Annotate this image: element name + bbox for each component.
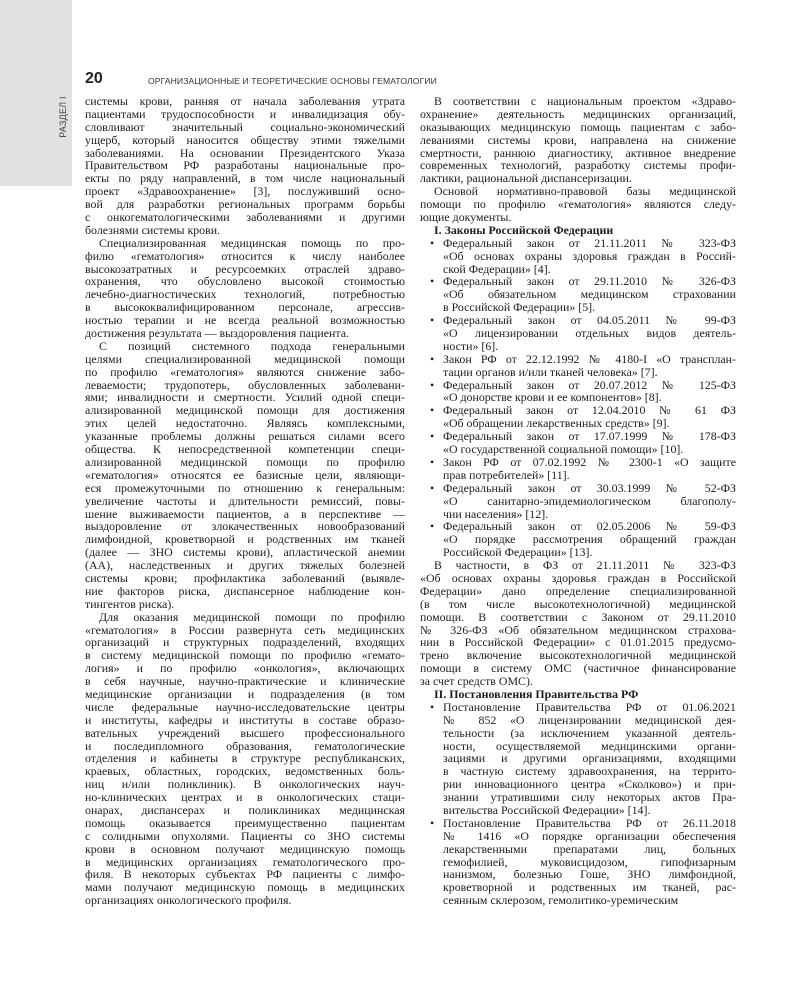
text-line: Федеральный закон от 04.05.2011 № 99-ФЗ <box>443 313 736 328</box>
text-line: тингентов риска). <box>85 596 175 611</box>
bullet-icon: • <box>430 429 435 444</box>
list-item <box>420 237 736 276</box>
text-line: ализированной медицинской помощи по профилю <box>85 454 405 469</box>
text-line: «Об основах охраны здоровья граждан в Российской <box>420 570 736 585</box>
text-line: и институты, кафедры и институты в составе образо- <box>85 712 405 727</box>
text-line: вой для разработки региональных программ борьбы <box>85 197 405 212</box>
text-line: «О государственной социальной помощи» [10]. <box>443 442 684 457</box>
text-line: лечебно-диагностических технологий, потребностью <box>85 287 405 302</box>
text-line: выздоровление от злокачественных новообразований <box>85 519 405 534</box>
text-line: С позиций системного подхода генеральными <box>99 338 405 353</box>
text-line: оказывающих медицинскую помощь пациентам с забо- <box>420 119 736 134</box>
text-line: проект «Здравоохранение» [3], послуживший осно- <box>85 184 405 199</box>
section-heading <box>420 688 736 701</box>
running-title: ОРГАНИЗАЦИОННЫЕ И ТЕОРЕТИЧЕСКИЕ ОСНОВЫ ГЕМАТОЛОГИИ <box>148 76 437 86</box>
text-line: леваемости; трудопотерь, обусловленных заболевани- <box>85 377 405 392</box>
text-line: ализированной медицинской помощи для достижения <box>85 403 405 418</box>
text-line: Закон РФ от 07.02.1992 № 2300-1 «О защите <box>443 454 736 469</box>
text-line: Постановление Правительства РФ от 01.06.2021 <box>443 699 736 714</box>
text-line: «гематология» относятся ее базисные цели, являющи- <box>85 467 405 482</box>
text-line: лимфоидной, кроветворной и родственных им тканей <box>85 532 405 547</box>
text-line: помощи. В соответствии с Законом от 29.11.2010 <box>420 609 736 624</box>
text-line: ние факторов риска, диспансерное наблюдение кон- <box>85 583 405 598</box>
text-line: (в том числе высокотехнологичной) медицинской <box>420 596 736 611</box>
text-line: трено включение высокотехнологичной медицинской <box>420 648 736 663</box>
paragraph <box>420 185 736 224</box>
text-line: прав потребителей» [11]. <box>443 467 570 482</box>
text-line: Закон РФ от 22.12.1992 № 4180-I «О трансплан- <box>443 351 736 366</box>
text-line: логия» и по профилю «онкология», включающих <box>85 661 405 676</box>
bullet-icon: • <box>430 313 435 328</box>
text-line: этих целей недостаточно. Являясь комплексными, <box>85 416 405 431</box>
text-line: № 852 «О лицензировании медицинской дея- <box>443 712 736 727</box>
text-line: знании утратившими силу некоторых актов Пра- <box>443 790 736 805</box>
text-line: с онкогематологическими заболеваниями и другими <box>85 210 405 225</box>
list-item <box>420 430 736 456</box>
text-line: системы крови, ранняя от начала заболевания утрата <box>85 94 405 108</box>
text-line: числе федеральные научно-исследовательские центры <box>85 699 405 714</box>
text-line: медицинские организации и подразделения (в том <box>85 686 405 701</box>
text-line: мами получают медицинскую помощь в медицинских <box>85 880 405 895</box>
text-line: шение выживаемости пациентов, а в перспективе — <box>85 506 405 521</box>
bullet-icon: • <box>430 274 435 289</box>
bullet-icon: • <box>430 699 435 714</box>
text-line: «О донорстве крови и ее компонентов» [8]. <box>443 390 662 405</box>
text-line: пациентами трудоспособности и инвалидизация обу- <box>85 106 405 121</box>
list-item <box>420 520 736 559</box>
list-item <box>420 404 736 430</box>
text-line: (далее — ЗНО системы крови), апластической анемии <box>85 545 405 560</box>
text-line: целями специализированной медицинской помощи <box>85 351 405 366</box>
paragraph <box>420 559 736 688</box>
bullet-icon: • <box>430 351 435 366</box>
text-line: Специализированная медицинская помощь по про- <box>99 235 405 250</box>
text-line: увеличение частоты и длительности ремиссий, повы- <box>85 493 405 508</box>
text-line: словливают значительный социально-экономический <box>85 119 405 134</box>
text-line: Федеральный закон от 20.07.2012 № 125-ФЗ <box>443 377 736 392</box>
text-line: ющие документы. <box>420 210 512 225</box>
text-line: «О санитарно-эпидемиологическом благополу- <box>443 493 736 508</box>
text-line: Правительством РФ разработаны национальные про- <box>85 158 405 173</box>
right-column <box>420 95 736 907</box>
text-line: смертности, раннюю диагностику, активное внедрение <box>420 145 736 160</box>
text-line: помощи по профилю «гематология» являются следу- <box>420 197 736 212</box>
text-line: I. Законы Российской Федерации <box>434 222 614 237</box>
text-line: ности, осуществляемой медицинскими органи- <box>443 738 736 753</box>
bullet-icon: • <box>430 377 435 392</box>
list-item <box>420 379 736 405</box>
text-line: Федеральный закон от 21.11.2011 № 323-ФЗ <box>443 235 736 250</box>
text-line: Российской Федерации» [13]. <box>443 545 593 560</box>
text-line: Федеральный закон от 12.04.2010 № 61 ФЗ <box>443 403 736 418</box>
text-line: ями; инвалидности и смертности. Усилий одной специ- <box>85 390 405 405</box>
text-line: «Об обращении лекарственных средств» [9]. <box>443 416 670 431</box>
text-line: помощи в систему ОМС (частичное финансирование <box>420 661 736 676</box>
text-line: кроветворной и родственных им тканей, рас- <box>443 880 736 895</box>
text-line: «Об основах охраны здоровья граждан в Россий- <box>443 248 736 263</box>
text-line: охранения, что обусловлено высокой стоимостью <box>85 274 405 289</box>
text-line: онарах, диспансерах и поликлиниках медицинская <box>85 802 405 817</box>
text-line: нии в Российской Федерации» с 01.01.2015 предусмо- <box>420 635 736 650</box>
text-line: Федерации» дано определение специализированной <box>420 583 736 598</box>
text-line: леваниями системы крови, направлена на снижение <box>420 132 736 147</box>
text-line: системы крови; профилактика заболеваний (выявле- <box>85 570 405 585</box>
bullet-icon: • <box>430 235 435 250</box>
text-line: еся промежуточными по отношению к генеральным: <box>85 480 405 495</box>
text-line: Федеральный закон от 02.05.2006 № 59-ФЗ <box>443 519 736 534</box>
text-line: в систему медицинской помощи по профилю «гемато- <box>85 648 405 663</box>
text-line: по профилю «гематология» являются снижение забо- <box>85 364 405 379</box>
text-line: высокозатратных и ресурсоемких отраслей здраво- <box>85 261 405 276</box>
section-tab <box>0 0 72 186</box>
list-item <box>420 314 736 353</box>
bullet-icon: • <box>430 454 435 469</box>
list-item <box>420 482 736 521</box>
paragraph <box>85 611 405 907</box>
text-line: организаций и структурных подразделений, входящих <box>85 635 405 650</box>
text-line: с солидными опухолями. Пациенты со ЗНО системы <box>85 828 405 843</box>
list-item <box>420 275 736 314</box>
text-line: заболеваниями. На основании Президентского Указа <box>85 145 405 160</box>
text-line: в себя научные, научно-практические и клинические <box>85 674 405 689</box>
text-line: краевых, областных, городских, ведомственных боль- <box>85 764 405 779</box>
paragraph <box>85 95 405 237</box>
text-line: В соответствии с национальным проектом «Здраво- <box>434 94 736 108</box>
text-line: № 1416 «О порядке организации обеспечения <box>443 828 736 843</box>
list-item <box>420 701 736 817</box>
text-line: общества. К непосредственной компетенции специ- <box>85 442 405 457</box>
text-line: В частности, в ФЗ от 21.11.2011 № 323-ФЗ <box>434 558 736 573</box>
list-item <box>420 817 736 907</box>
text-line: отделения и кабинеты в структуре республиканских, <box>85 751 405 766</box>
paragraph <box>85 237 405 340</box>
paragraph <box>85 340 405 611</box>
text-line: «гематология» в России развернута сеть медицинских <box>85 622 405 637</box>
page-number: 20 <box>85 70 103 87</box>
text-line: Постановление Правительства РФ от 26.11.2018 <box>443 815 736 830</box>
text-line: екты по ряду направлений, в том числе национальный <box>85 171 405 186</box>
text-line: в частную систему здравоохранения, на террито- <box>443 764 736 779</box>
text-line: лекарственными препаратами лиц, больных <box>443 841 736 856</box>
text-line: Федеральный закон от 29.11.2010 № 326-ФЗ <box>443 274 736 289</box>
text-line: достижения результата — выздоровления пациента. <box>85 326 349 341</box>
text-line: ниц и/или поликлиник). В онкологических науч- <box>85 777 405 792</box>
text-line: в Российской Федерации» [5]. <box>443 300 596 315</box>
bullet-icon: • <box>430 815 435 830</box>
text-line: чии населения» [12]. <box>443 506 549 521</box>
text-line: тельности (за исключением указанной деятель- <box>443 725 736 740</box>
text-line: в медицинских организациях гематологического про- <box>85 854 405 869</box>
left-column <box>85 95 405 907</box>
bullet-icon: • <box>430 519 435 534</box>
text-line: гемофилией, муковисцидозом, гипофизарным <box>443 854 736 869</box>
text-line: лактики, рациональной диспансеризации. <box>420 171 632 186</box>
text-line: «О порядке рассмотрения обращений граждан <box>443 532 736 547</box>
text-line: филя. В некоторых субъектах РФ пациенты с лимфо- <box>85 867 405 882</box>
text-line: помощь оказывается преимущественно пациентам <box>85 815 405 830</box>
text-line: ущерб, который наносится обществу этими тяжелыми <box>85 132 405 147</box>
bullet-icon: • <box>430 403 435 418</box>
text-line: II. Постановления Правительства РФ <box>434 686 639 701</box>
text-line: вательных учреждений высшего профессионального <box>85 725 405 740</box>
section-label: РАЗДЕЛ I <box>58 96 68 138</box>
text-line: (АА), наследственных и других тяжелых болезней <box>85 558 405 573</box>
text-line: и последипломного образования, гематологические <box>85 738 405 753</box>
paragraph <box>420 95 736 185</box>
text-line: тации органов и/или тканей человека» [7]. <box>443 364 658 379</box>
text-line: рии инновационного центра «Сколково») и при- <box>443 777 736 792</box>
text-line: современных технологий, разработку системы профи- <box>420 158 736 173</box>
text-line: нанизмом, болезнью Гоше, ЗНО лимфоидной, <box>443 867 736 882</box>
section-heading <box>420 224 736 237</box>
text-line: указанные проблемы должны решаться силами всего <box>85 429 405 444</box>
text-line: Для оказания медицинской помощи по профилю <box>99 609 405 624</box>
bullet-icon: • <box>430 480 435 495</box>
text-line: «О лицензировании отдельных видов деятель- <box>443 326 736 341</box>
text-line: за счет средств ОМС). <box>420 674 533 689</box>
text-line: вительства Российской Федерации» [14]. <box>443 802 651 817</box>
text-line: «Об обязательном медицинском страховании <box>443 287 736 302</box>
list-item <box>420 456 736 482</box>
list-item <box>420 353 736 379</box>
text-line: № 326-ФЗ «Об обязательном медицинском страхова- <box>420 622 736 637</box>
text-line: филю «гематология» относится к числу наиболее <box>85 248 405 263</box>
text-line: зациями и другими организациями, входящими <box>443 751 736 766</box>
text-line: крови в основном получают медицинскую помощь <box>85 841 405 856</box>
text-line: Основой нормативно-правовой базы медицинской <box>434 184 736 199</box>
text-line: охранение» деятельность медицинских организаций, <box>420 106 736 121</box>
text-line: в высококвалифицированном персонале, агрессив- <box>85 300 405 315</box>
text-line: сеянным склерозом, гемолитико-уремическим <box>443 893 679 908</box>
text-line: ности» [6]. <box>443 338 499 353</box>
text-line: ской Федерации» [4]. <box>443 261 551 276</box>
text-line: Федеральный закон от 30.03.1999 № 52-ФЗ <box>443 480 736 495</box>
text-line: но-клинических центрах и в онкологических стаци- <box>85 790 405 805</box>
text-line: Федеральный закон от 17.07.1999 № 178-ФЗ <box>443 429 736 444</box>
text-line: организациях онкологического профиля. <box>85 893 292 908</box>
text-line: ностью терапии и не всегда реальной возможностью <box>85 313 405 328</box>
text-line: болезнями системы крови. <box>85 222 221 237</box>
